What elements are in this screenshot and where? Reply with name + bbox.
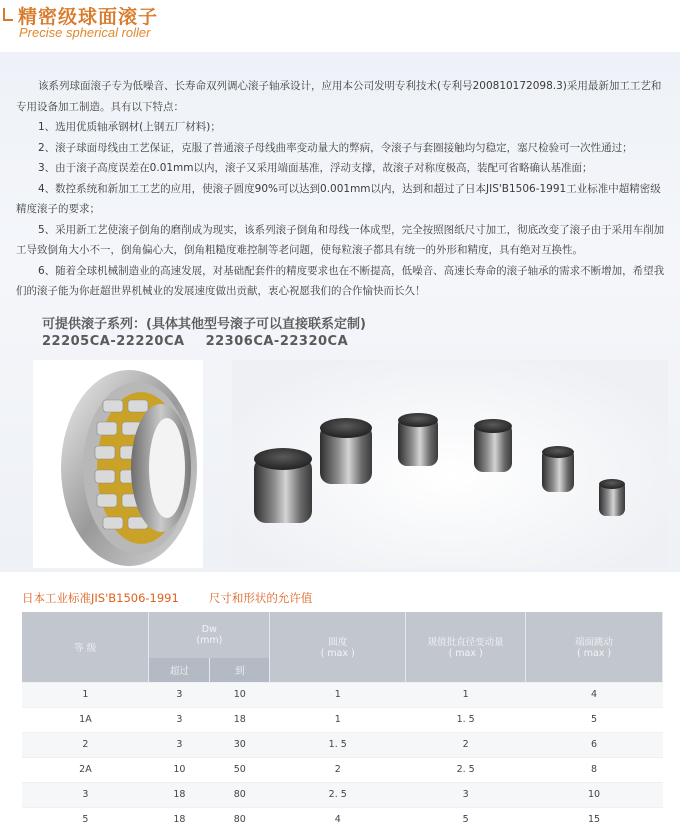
table-row (22, 757, 663, 782)
cell-face-runout: 6 (526, 732, 663, 757)
cell-roundness: 1 (270, 707, 406, 732)
table-row (22, 782, 663, 807)
feature-point-4: 4、数控系统和新加工工艺的应用，使滚子圆度90%可以达到0.001mm以内，达到和超过了日本JIS'B1506-1991工业标准中超精密级精度滚子的要求； (16, 182, 661, 215)
spherical-roller-bearing-image (33, 360, 203, 568)
corner-mark-icon (2, 6, 14, 22)
intro-lead: 该系列球面滚子专为低噪音、长寿命双列调心滚子轴承设计，应用本公司发明专利技术(专利号200810172098.3)采用最新加工工艺和专用设备加工制造。具有以下特点： (16, 80, 662, 113)
cell-roundness: 1 (270, 682, 406, 707)
header-face-runout-unit: ( max ) (576, 648, 612, 660)
series-title: 可提供滚子系列：(具体其他型号滚子可以直接联系定制) (42, 317, 366, 332)
cell-roundness: 2 (270, 757, 406, 782)
intro-text (16, 76, 666, 302)
cell-over: 10 (149, 757, 210, 782)
header-roundness-label: 圆度 (328, 637, 348, 649)
cell-face-runout: 8 (526, 757, 663, 782)
cell-to: 80 (210, 782, 270, 807)
series-code: 22306CA-22320CA (205, 334, 349, 349)
cell-roundness: 2. 5 (270, 782, 406, 807)
header-over: 超过 (149, 658, 210, 682)
cell-grade: 2 (22, 732, 149, 757)
table-row (22, 732, 663, 757)
series-codes (42, 334, 364, 349)
header-roundness-unit: ( max ) (320, 648, 355, 660)
cell-to: 18 (210, 707, 270, 732)
standard-name: 日本工业标准JIS'B1506-1991 (22, 591, 179, 605)
header-lot-diameter (406, 612, 526, 682)
feature-point-1: 1、选用优质轴承钢材(上钢五厂材料)； (38, 121, 221, 133)
header-face-runout (526, 612, 663, 682)
table-row (22, 707, 663, 732)
page-header (0, 0, 680, 52)
header-dw (149, 612, 270, 658)
cell-over: 18 (149, 807, 210, 832)
cell-to: 50 (210, 757, 270, 782)
tolerance-table (22, 612, 663, 832)
header-roundness (270, 612, 406, 682)
cell-grade: 3 (22, 782, 149, 807)
standard-subtitle: 尺寸和形状的允许值 (208, 591, 313, 605)
cell-to: 80 (210, 807, 270, 832)
cell-over: 3 (149, 732, 210, 757)
header-lot-diameter-unit: ( max ) (448, 648, 483, 660)
cell-grade: 5 (22, 807, 149, 832)
cell-face-runout: 10 (526, 782, 663, 807)
cell-roundness: 4 (270, 807, 406, 832)
header-lot-diameter-label: 规值批直径变动量 (427, 637, 504, 649)
header-face-runout-label: 端面跳动 (575, 637, 614, 649)
cell-grade: 1A (22, 707, 149, 732)
page-title: 精密级球面滚子 (18, 6, 159, 28)
cell-face-runout: 15 (526, 807, 663, 832)
cell-lot-diameter: 5 (406, 807, 526, 832)
cell-over: 3 (149, 707, 210, 732)
cell-lot-diameter: 2. 5 (406, 757, 526, 782)
header-dw-unit: (mm) (196, 635, 223, 646)
header-dw-label: Dw (201, 624, 217, 635)
cell-grade: 1 (22, 682, 149, 707)
page-subtitle: Precise spherical roller (19, 25, 151, 40)
cell-to: 10 (210, 682, 270, 707)
feature-point-2: 2、滚子球面母线由工艺保证，克服了普通滚子母线曲率变动量大的弊病，令滚子与套圈接触均匀稳定，塞尺检验可一次性通过； (38, 141, 633, 154)
cell-grade: 2A (22, 757, 149, 782)
rollers-photo (232, 360, 668, 568)
feature-point-5: 5、采用新工艺使滚子倒角的磨削成为现实，该系列滚子倒角和母线一体成型，完全按照图纸尺寸加工，彻底改变了滚子由于采用车削加工导致倒角大小不一，倒角偏心大，倒角粗糙度难控制等老问题，使每粒滚子都具有统一的外形和精度，具有绝对互换性。 (16, 223, 665, 256)
header-to: 到 (210, 658, 270, 682)
table-row (22, 682, 663, 707)
bearing-photo (33, 360, 203, 568)
table-row (22, 807, 663, 832)
cell-lot-diameter: 1 (406, 682, 526, 707)
cell-lot-diameter: 3 (406, 782, 526, 807)
cell-lot-diameter: 2 (406, 732, 526, 757)
cell-face-runout: 4 (526, 682, 663, 707)
cell-lot-diameter: 1. 5 (406, 707, 526, 732)
cell-roundness: 1. 5 (270, 732, 406, 757)
cell-over: 3 (149, 682, 210, 707)
feature-point-6: 6、随着全球机械制造业的高速发展，对基础配套件的精度要求也在不断提高，低噪音、高速长寿命的滚子轴承的需求不断增加，希望我们的滚子能为你赶超世界机械业的发展速度做出贡献，衷心祝愿我们的合作愉快而长久！ (16, 264, 665, 297)
feature-point-3: 3、由于滚子高度误差在0.01mm以内，滚子又采用端面基准，浮动支撑，故滚子对称度极高，装配可省略确认基准面； (38, 162, 593, 174)
cell-over: 18 (149, 782, 210, 807)
spherical-rollers-image (232, 360, 668, 568)
cell-face-runout: 5 (526, 707, 663, 732)
series-code: 22205CA-22220CA (42, 334, 185, 349)
header-grade: 等 级 (22, 612, 149, 682)
standard-title (22, 590, 312, 606)
cell-to: 30 (210, 732, 270, 757)
